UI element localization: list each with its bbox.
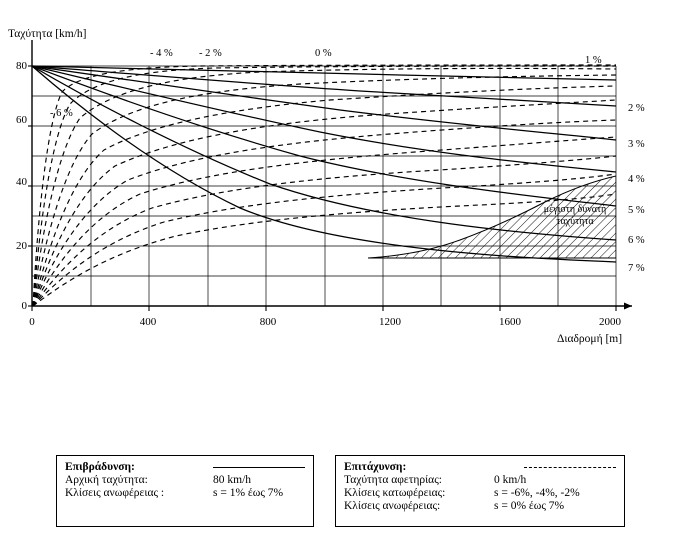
grade-label-5: 5 % — [628, 205, 645, 216]
x-tick-2000: 2000 — [599, 316, 621, 328]
legend-label-uphill-grades-accel: Κλίσεις ανωφέρειας: — [344, 500, 441, 512]
x-tick-800: 800 — [259, 316, 277, 328]
x-axis-title: Διαδρομή [m] — [557, 333, 623, 345]
x-tick-1200: 1200 — [379, 316, 401, 328]
accel-minus2pct — [33, 68, 616, 306]
y-tick-80: 80 — [16, 60, 27, 72]
legend-value-downhill-grades: s = -6%, -4%, -2% — [494, 487, 580, 499]
legend-row-downhill-grades — [344, 487, 616, 499]
legend-acceleration-title: Επιτάχυνση: — [344, 461, 407, 473]
grade-label-2: 2 % — [628, 103, 645, 114]
grade-label-0: 0 % — [315, 48, 332, 59]
legend-label-initial-speed: Αρχική ταχύτητα: — [65, 474, 148, 486]
x-tick-1600: 1600 — [499, 316, 521, 328]
legend-value-initial-speed: 80 km/h — [213, 474, 252, 486]
legend-deceleration — [56, 455, 314, 527]
legend-value-uphill-grades: s = 1% έως 7% — [213, 487, 284, 499]
grade-label-1-inner: 1 % — [585, 55, 602, 66]
x-tick-0: 0 — [29, 316, 35, 328]
legend-row-start-speed — [344, 474, 616, 486]
legend-row-initial-speed — [65, 474, 305, 486]
y-tick-40: 40 — [16, 176, 27, 188]
legend-acceleration — [335, 455, 625, 527]
y-tick-60: 60 — [16, 114, 27, 126]
grade-label-3: 3 % — [628, 139, 645, 150]
y-axis-title: Ταχύτητα [km/h] — [8, 28, 87, 40]
y-tick-0: 0 — [21, 300, 27, 312]
legend-deceleration-title: Επιβράδυνση: — [65, 461, 135, 473]
decel-3pct — [32, 66, 616, 140]
axes — [28, 40, 632, 311]
legend-row-uphill-grades — [65, 487, 305, 499]
x-tick-400: 400 — [139, 316, 157, 328]
grade-label-6: 6 % — [628, 235, 645, 246]
legend-value-uphill-grades-accel: s = 0% έως 7% — [494, 500, 565, 512]
grade-label-minus2: - 2 % — [199, 48, 222, 59]
accel-0pct — [33, 75, 616, 306]
legend-label-start-speed: Ταχύτητα αφετηρίας: — [344, 474, 442, 486]
legend-acceleration-line-sample — [524, 462, 616, 472]
legend-value-start-speed: 0 km/h — [494, 474, 527, 486]
grade-label-4: 4 % — [628, 174, 645, 185]
legend-row-uphill-grades-accel — [344, 500, 616, 512]
legend-label-downhill-grades: Κλίσεις κατωφέρειας: — [344, 487, 446, 499]
y-tick-20: 20 — [16, 240, 27, 252]
grade-label-7: 7 % — [628, 263, 645, 274]
grade-label-minus4: - 4 % — [150, 48, 173, 59]
grade-label-minus6: - 6 % — [50, 108, 73, 119]
legend-deceleration-line-sample — [213, 462, 305, 472]
legend-label-uphill-grades: Κλίσεις ανωφέρειας : — [65, 487, 165, 499]
